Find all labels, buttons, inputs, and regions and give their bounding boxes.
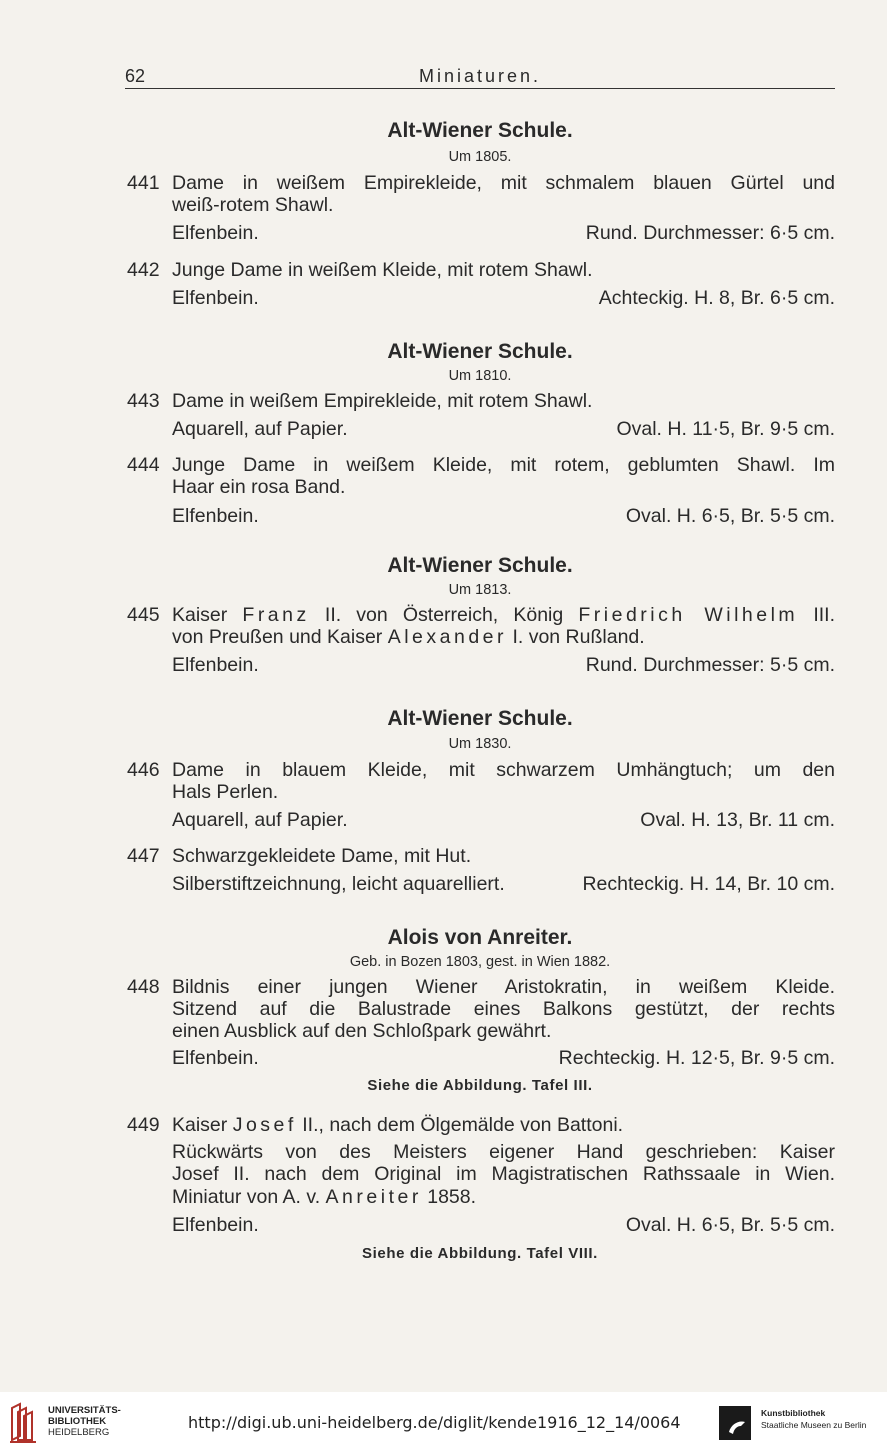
plate-reference: Siehe die Abbildung. Tafel III. [367, 1077, 593, 1094]
entry-dimensions: Rund. Durchmesser: 6·5 cm. [585, 222, 835, 244]
section-date: Um 1830. [448, 736, 512, 752]
entry-medium: Aquarell, auf Papier. [172, 418, 348, 440]
entry-dimensions: Oval. H. 11·5, Br. 9·5 cm. [616, 418, 835, 440]
entry-text: weiß-rotem Shawl. [172, 194, 334, 216]
entry-medium: Elfenbein. [172, 222, 259, 244]
plate-reference: Siehe die Abbildung. Tafel VIII. [362, 1245, 598, 1262]
entry-medium: Elfenbein. [172, 287, 259, 309]
entry-number: 444 [127, 454, 160, 476]
page-number: 62 [125, 66, 146, 86]
entry-number: 443 [127, 390, 160, 412]
entry-medium: Elfenbein. [172, 505, 259, 527]
running-header [125, 66, 835, 89]
entry-medium: Elfenbein. [172, 1214, 259, 1236]
kunstbibliothek-logo-icon [719, 1406, 751, 1440]
section-date: Um 1813. [448, 582, 512, 598]
entry-dimensions: Rechteckig. H. 12·5, Br. 9·5 cm. [558, 1047, 835, 1069]
entry-medium: Elfenbein. [172, 1047, 259, 1069]
entry-text: Hals Perlen. [172, 781, 279, 803]
entry-number: 446 [127, 759, 160, 781]
entry-medium: Silberstiftzeichnung, leicht aquarelliert. [172, 873, 505, 895]
entry-number: 447 [127, 845, 160, 867]
section-heading: Alt-Wiener Schule. [387, 707, 573, 730]
entry-dimensions: Oval. H. 6·5, Br. 5·5 cm. [625, 505, 835, 527]
entry-number: 441 [127, 172, 160, 194]
permalink-url[interactable]: http://digi.ub.uni-heidelberg.de/diglit/kende1916_12_14/0064 [188, 1413, 681, 1432]
university-library-name: UNIVERSITÄTS- BIBLIOTHEK HEIDELBERG [48, 1405, 121, 1438]
entry-number: 442 [127, 259, 160, 281]
section-date: Geb. in Bozen 1803, gest. in Wien 1882. [349, 954, 611, 970]
entry-text: Dame in weißem Empirekleide, mit schmalem blauen Gürtel und [172, 172, 835, 194]
section-date: Um 1805. [448, 149, 512, 165]
entry-text: Sitzend auf die Balustrade eines Balkons gestützt, der rechts [172, 998, 835, 1020]
section-heading: Alois von Anreiter. [387, 926, 573, 949]
entry-text: Rückwärts von des Meisters eigener Hand geschrieben: Kaiser [172, 1141, 835, 1163]
section-date: Um 1810. [448, 368, 512, 384]
section-heading: Alt-Wiener Schule. [387, 554, 573, 577]
entry-number: 449 [127, 1114, 160, 1136]
footer-bar [0, 1392, 887, 1455]
entry-number: 445 [127, 604, 160, 626]
entry-text: von Preußen und Kaiser Alexander I. von Rußland. [172, 626, 645, 648]
entry-dimensions: Achteckig. H. 8, Br. 6·5 cm. [598, 287, 835, 309]
kunstbibliothek-name: Kunstbibliothek Staatliche Museen zu Berlin [761, 1408, 867, 1430]
entry-text: Schwarzgekleidete Dame, mit Hut. [172, 845, 472, 867]
section-heading: Alt-Wiener Schule. [387, 119, 573, 142]
entry-text: Kaiser Franz II. von Österreich, König Friedrich Wilhelm III. [172, 604, 835, 626]
entry-text: Junge Dame in weißem Kleide, mit rotem, geblumten Shawl. Im [172, 454, 835, 476]
entry-text: Junge Dame in weißem Kleide, mit rotem Shawl. [172, 259, 593, 281]
university-library-logo-icon [8, 1400, 40, 1444]
entry-number: 448 [127, 976, 160, 998]
entry-text: Josef II. nach dem Original im Magistratischen Rathssaale in Wien. [172, 1163, 835, 1185]
section-heading: Alt-Wiener Schule. [387, 340, 573, 363]
entry-text: Dame in weißem Empirekleide, mit rotem Shawl. [172, 390, 593, 412]
entry-medium: Elfenbein. [172, 654, 259, 676]
entry-text: Haar ein rosa Band. [172, 476, 346, 498]
entry-text: Bildnis einer jungen Wiener Aristokratin, in weißem Kleide. [172, 976, 835, 998]
entry-dimensions: Rechteckig. H. 14, Br. 10 cm. [582, 873, 835, 895]
entry-dimensions: Oval. H. 13, Br. 11 cm. [640, 809, 835, 831]
entry-dimensions: Rund. Durchmesser: 5·5 cm. [585, 654, 835, 676]
entry-text: einen Ausblick auf den Schloßpark gewährt. [172, 1020, 552, 1042]
entry-text: Dame in blauem Kleide, mit schwarzem Umhängtuch; um den [172, 759, 835, 781]
entry-text: Kaiser Josef II., nach dem Ölgemälde von Battoni. [172, 1114, 624, 1136]
entry-text: Miniatur von A. v. Anreiter 1858. [172, 1186, 477, 1208]
running-title: Miniaturen. [418, 66, 542, 86]
entry-dimensions: Oval. H. 6·5, Br. 5·5 cm. [625, 1214, 835, 1236]
entry-medium: Aquarell, auf Papier. [172, 809, 348, 831]
